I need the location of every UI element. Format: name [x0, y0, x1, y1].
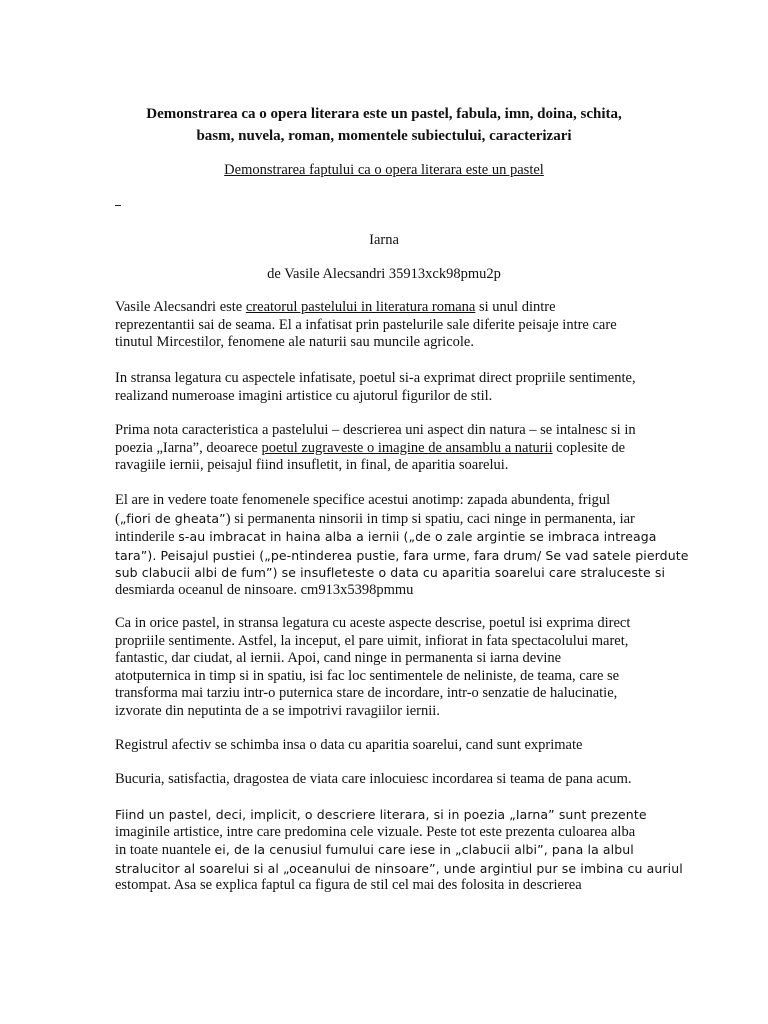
paragraph-line: atotputernica in timp si in spatiu, isi fac loc sentimentele de neliniste, de teama, care se — [115, 667, 620, 684]
paragraph-4 — [115, 492, 689, 599]
paragraph-line: tinutul Mircestilor, fenomene ale naturii sau muncile agricole. — [115, 334, 474, 350]
paragraph-line: stralucitor al soarelui si al „oceanului de ninsoare”, unde argintiul pur se imbina cu auriul — [115, 860, 683, 876]
paragraph-line: In stransa legatura cu aspectele infatisate, poetul si-a exprimat direct propriile sentimente, — [115, 370, 636, 386]
document-title — [100, 103, 668, 147]
paragraph-line — [115, 841, 660, 860]
paragraph-line — [115, 510, 660, 529]
paragraph-line: Registrul afectiv se schimba insa o data cu aparitia soarelui, cand sunt exprimate — [115, 737, 583, 753]
paragraph-line: Bucuria, satisfactia, dragostea de viata care inlocuiesc incordarea si teama de pana acum. — [115, 771, 632, 787]
paragraph-line: sub clabucii albi de fum”) se insufleteste o data cu aparitia soarelui care straluceste si — [115, 565, 666, 580]
paragraph-line: transforma mai tarziu intr-o puternica stare de incordare, intr-o senzatie de halucinatie, — [115, 685, 618, 701]
quoted-text: „fiori de gheata” — [119, 510, 226, 526]
paragraph-line — [115, 440, 660, 458]
paragraph-8 — [115, 806, 683, 895]
text-run: ( — [115, 510, 120, 527]
underlined-text: poetul zugraveste o imagine de ansamblu a naturii — [261, 439, 553, 456]
paragraph-line: Prima nota caracteristica a pastelului – descrierea uni aspect din natura – se intalnesc si in — [115, 422, 636, 438]
text-run: ) si permanenta ninsorii in timp si spatiu, caci ninge in permanenta, iar — [225, 510, 635, 527]
text-run: Vasile Alecsandri este — [115, 299, 246, 315]
underlined-text: creatorul pastelului in literatura romana — [245, 299, 476, 315]
paragraph-1 — [115, 299, 660, 352]
text-run: si unul dintre — [475, 299, 556, 315]
paragraph-line — [115, 299, 660, 317]
paragraph-line: izvorate din neputinta de a se impotrivi ravagiilor iernii. — [115, 702, 440, 719]
title-line-2: basm, nuvela, roman, momentele subiectului, caracterizari — [196, 128, 572, 144]
paragraph-line: estompat. Asa se explica faptul ca figura de stil cel mai des folosita in descrierea — [115, 877, 582, 893]
quoted-text: ei, de la cenusiul fumului care iese in „clabucii albi”, pana la albul — [214, 842, 634, 857]
paragraph-6 — [115, 737, 660, 755]
quoted-text: s-au imbracat in haina alba a iernii („de o zale argintie se imbraca intreaga — [178, 529, 657, 544]
paragraph-line: fantastic, dar ciudat, al iernii. Apoi, cand ninge in permanenta si iarna devine — [115, 650, 562, 666]
paragraph-line: realizand numeroase imagini artistice cu ajutorul figurilor de stil. — [115, 387, 493, 404]
poem-author: de Vasile Alecsandri 35913xck98pmu2p — [267, 266, 501, 282]
poem-title: Iarna — [369, 232, 399, 248]
text-run: in toate nuantele — [115, 842, 215, 858]
document-subtitle — [100, 160, 668, 180]
title-line-1: Demonstrarea ca o opera literara este un pastel, fabula, imn, doina, schita, — [146, 106, 622, 122]
paragraph-line: Ca in orice pastel, in stransa legatura cu aceste aspecte descrise, poetul isi exprima direct — [115, 615, 631, 631]
paragraph-line — [115, 528, 660, 547]
paragraph-7 — [115, 771, 660, 789]
subtitle-text: Demonstrarea faptului ca o opera literara este un pastel — [224, 162, 544, 178]
dash-mark — [115, 205, 121, 206]
paragraph-line: Fiind un pastel, deci, implicit, o descriere literara, si in poezia „Iarna” sunt prezente — [115, 807, 647, 822]
paragraph-line: propriile sentimente. Astfel, la inceput, el pare uimit, infiorat in fata spectacolului maret, — [115, 632, 629, 649]
paragraph-3 — [115, 422, 660, 475]
text-run: coplesite de — [552, 439, 626, 456]
paragraph-line: imaginile artistice, intre care predomina cele vizuale. Peste tot este prezenta culoarea alba — [115, 823, 636, 840]
paragraph-2 — [115, 370, 660, 405]
paragraph-line: reprezentantii sai de seama. El a infatisat prin pastelurile sale diferite peisaje intre care — [115, 316, 617, 333]
paragraph-line: tara”). Peisajul pustiei („pe-ntinderea pustie, fara urme, fara drum/ Se vad satele pierdute — [115, 547, 689, 563]
text-run: poezia „Iarna”, deoarece — [115, 439, 262, 456]
paragraph-line: desmiarda oceanul de ninsoare. cm913x5398pmmu — [115, 581, 414, 598]
paragraph-line: ravagiile iernii, peisajul fiind insufletit, in final, de aparitia soarelui. — [115, 457, 509, 473]
paragraph-line: El are in vedere toate fenomenele specifice acestui anotimp: zapada abundenta, frigul — [115, 492, 611, 508]
text-run: intinderile — [115, 529, 179, 545]
paragraph-5 — [115, 615, 660, 720]
